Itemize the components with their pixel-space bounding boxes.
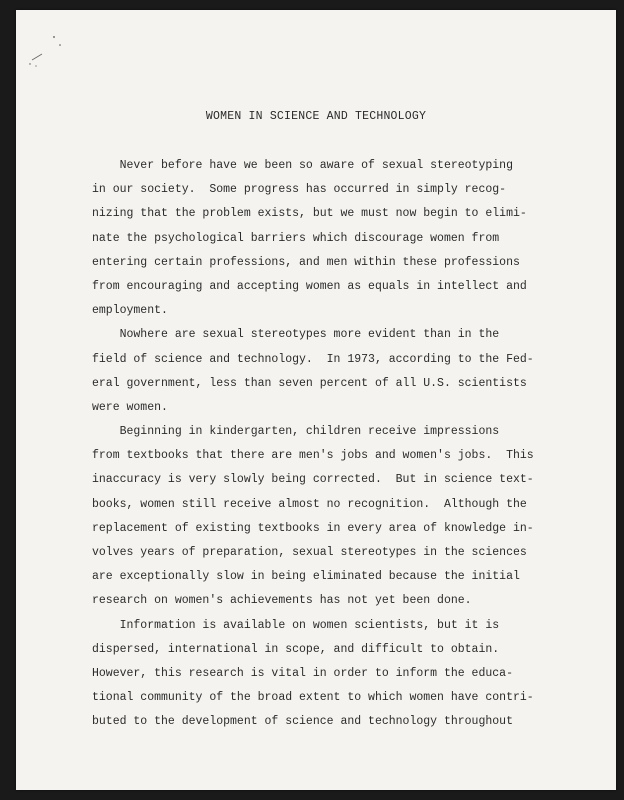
text-line: tional community of the broad extent to which women have contri- xyxy=(92,691,534,705)
text-line: inaccuracy is very slowly being corrected. But in science text- xyxy=(92,473,534,487)
text-line: field of science and technology. In 1973, according to the Fed- xyxy=(92,352,534,366)
pencil-marks-icon xyxy=(26,30,66,70)
text-line: Beginning in kindergarten, children receive impressions xyxy=(92,425,500,439)
text-line: Information is available on women scientists, but it is xyxy=(92,618,500,632)
text-line: nate the psychological barriers which discourage women from xyxy=(92,231,500,245)
text-line: volves years of preparation, sexual stereotypes in the sciences xyxy=(92,546,527,559)
page-title: WOMEN IN SCIENCE AND TECHNOLOGY xyxy=(205,110,427,123)
text-line: Never before have we been so aware of sexual stereotyping xyxy=(92,159,513,172)
body-text xyxy=(92,154,572,735)
text-line: buted to the development of science and technology throughout xyxy=(92,715,513,729)
text-line: from textbooks that there are men's jobs and women's jobs. This xyxy=(92,449,534,463)
typed-page xyxy=(16,10,616,790)
text-line: nizing that the problem exists, but we must now begin to elimi- xyxy=(92,207,527,221)
text-line: replacement of existing textbooks in every area of knowledge in- xyxy=(92,521,534,535)
text-line: Nowhere are sexual stereotypes more evident than in the xyxy=(92,328,500,342)
text-line: entering certain professions, and men within these professions xyxy=(92,255,520,269)
text-line: books, women still receive almost no recognition. Although the xyxy=(92,497,527,511)
text-line: in our society. Some progress has occurred in simply recog- xyxy=(92,183,507,197)
text-line: research on women's achievements has not yet been done. xyxy=(92,594,472,608)
text-line: employment. xyxy=(92,304,168,318)
text-line: eral government, less than seven percent of all U.S. scientists xyxy=(92,376,527,390)
text-line: were women. xyxy=(92,400,168,414)
text-line: However, this research is vital in order to inform the educa- xyxy=(92,666,513,680)
text-line: from encouraging and accepting women as equals in intellect and xyxy=(92,279,527,293)
text-line: are exceptionally slow in being eliminated because the initial xyxy=(92,570,520,584)
text-line: dispersed, international in scope, and difficult to obtain. xyxy=(92,642,500,656)
